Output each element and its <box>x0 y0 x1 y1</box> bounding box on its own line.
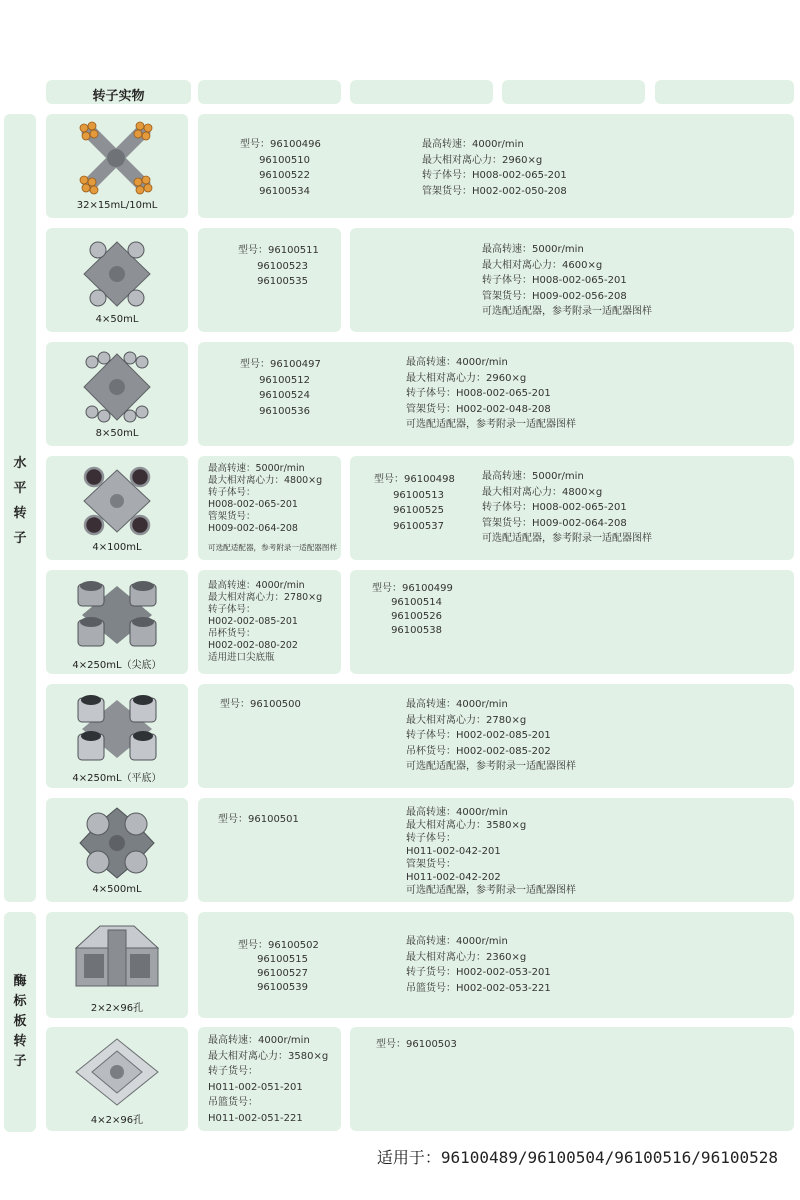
rotor-model-cell <box>350 570 794 674</box>
model-numbers: 型号：96100502 96100515 96100527 96100539 <box>238 940 319 993</box>
rotor-info-cell <box>198 798 794 902</box>
rotor-32x15ml-image <box>76 118 156 198</box>
rotor-4x50ml-image <box>78 236 156 312</box>
rotor-specs: 最高转速：4000r/min 最大相对离心力：2960×g 转子体号：H008-002-065-201 管架货号：H002-002-048-208 可选配适配器，参考附录一适配器图样 <box>406 357 576 430</box>
rotor-specs-cell <box>350 228 794 332</box>
rotor-caption: 4×100mL <box>92 542 142 553</box>
section-microplate-rotor <box>4 912 36 1132</box>
rotor-specs: 最高转速：5000r/min 最大相对离心力：4600×g 转子体号：H008-002-065-201 管架货号：H009-002-056-208 可选配适配器，参考附录一适配器图样 <box>482 244 652 317</box>
model-numbers: 型号：96100511 96100523 96100535 <box>238 245 319 287</box>
section-label-microplate: 酶 标 板 转 子 <box>13 974 27 1069</box>
rotor-specs: 最高转速：5000r/min 最大相对离心力：4800×g 转子体号：H008-002-065-201 管架货号：H009-002-064-208 可选配适配器，参考附录一适配器图样 <box>482 471 652 544</box>
rotor-specs: 最高转速：4000r/min 最大相对离心力：2780×g 转子体号： H002-002-085-201 吊杯货号： H002-002-080-202 适用进口尖底瓶 <box>208 580 323 663</box>
rotor-photo-cell <box>46 684 188 788</box>
rotor-caption: 4×50mL <box>95 314 139 325</box>
rotor-info-cell <box>198 684 794 788</box>
rotor-info-cell <box>198 912 794 1018</box>
header-cell-3 <box>350 80 493 104</box>
model-numbers: 型号：96100503 <box>376 1039 457 1050</box>
header-cell-4 <box>502 80 645 104</box>
header-cell-2 <box>198 80 341 104</box>
rotor-8x50ml-image <box>78 348 156 426</box>
rotor-caption: 4×250mL（尖底） <box>72 660 162 671</box>
rotor-model-cell <box>350 1027 794 1131</box>
rotor-model-cell <box>198 228 341 332</box>
section-horizontal-rotor <box>4 114 36 902</box>
header-title: 转子实物 <box>92 89 145 104</box>
header-cell-5 <box>655 80 794 104</box>
rotor-4x250ml-conical-image <box>72 576 162 654</box>
rotor-caption: 32×15mL/10mL <box>76 200 158 211</box>
rotor-photo-cell <box>46 228 188 332</box>
rotor-info-cell <box>198 114 794 218</box>
model-numbers: 型号：96100496 96100510 96100522 96100534 <box>240 139 321 197</box>
rotor-info-cell <box>198 342 794 446</box>
rotor-4x500ml-image <box>76 804 158 882</box>
rotor-specs: 最高转速：4000r/min 最大相对离心力：3580×g 转子货号： H011-002-051-201 吊篮货号： H011-002-051-221 <box>208 1035 329 1124</box>
rotor-2x2x96-image <box>72 920 162 996</box>
rotor-caption: 4×2×96孔 <box>90 1115 144 1126</box>
model-numbers: 型号：96100501 <box>218 814 299 825</box>
rotor-caption: 2×2×96孔 <box>90 1003 144 1014</box>
rotor-specs: 最高转速：5000r/min 最大相对离心力：4800×g 转子体号： H008-002-065-201 管架货号： H009-002-064-208 <box>208 463 323 534</box>
rotor-photo-cell <box>46 342 188 446</box>
rotor-4x250ml-flat-image <box>72 690 162 768</box>
rotor-specs: 最高转速：4000r/min 最大相对离心力：2960×g 转子体号：H008-002-065-201 管架货号：H002-002-050-208 <box>422 139 567 197</box>
model-numbers: 型号：96100499 96100514 96100526 96100538 <box>372 583 453 636</box>
rotor-caption: 4×500mL <box>92 884 142 895</box>
rotor-photo-cell <box>46 114 188 218</box>
rotor-specs: 最高转速：4000r/min 最大相对离心力：3580×g 转子体号： H011-002-042-201 管架货号： H011-002-042-202 可选配适配器，参考附录一适配器图样 <box>406 807 576 896</box>
section-label-horizontal: 水 平 转 子 <box>13 456 27 546</box>
adapter-note: 可选配适配器，参考附录一适配器图样 <box>208 543 338 552</box>
rotor-4x2x96-image <box>72 1035 162 1109</box>
rotor-caption: 8×50mL <box>95 428 139 439</box>
rotor-4x100ml-image <box>76 462 158 540</box>
model-numbers: 型号：96100500 <box>220 699 301 710</box>
rotor-photo-cell <box>46 456 188 560</box>
rotor-caption: 4×250mL（平底） <box>72 773 162 784</box>
header-cell-photo <box>46 80 191 104</box>
rotor-left-specs-cell <box>198 1027 341 1131</box>
applicable-models-footer: 适用于：96100489/96100504/96100516/96100528 <box>376 1148 778 1167</box>
rotor-photo-cell <box>46 912 188 1018</box>
rotor-photo-cell <box>46 798 188 902</box>
model-numbers: 型号：96100497 96100512 96100524 96100536 <box>240 359 321 417</box>
model-numbers: 型号：96100498 96100513 96100525 96100537 <box>374 474 455 532</box>
rotor-specs: 最高转速：4000r/min 最大相对离心力：2780×g 转子体号：H002-002-085-201 吊杯货号：H002-002-085-202 可选配适配器，参考附录一适配器图样 <box>406 699 576 772</box>
rotor-photo-cell <box>46 570 188 674</box>
rotor-specs: 最高转速：4000r/min 最大相对离心力：2360×g 转子货号：H002-002-053-201 吊篮货号：H002-002-053-221 <box>406 936 551 994</box>
rotor-info-cell <box>350 456 794 560</box>
rotor-left-specs-cell <box>198 570 341 674</box>
rotor-left-specs-cell <box>198 456 341 560</box>
rotor-photo-cell <box>46 1027 188 1131</box>
